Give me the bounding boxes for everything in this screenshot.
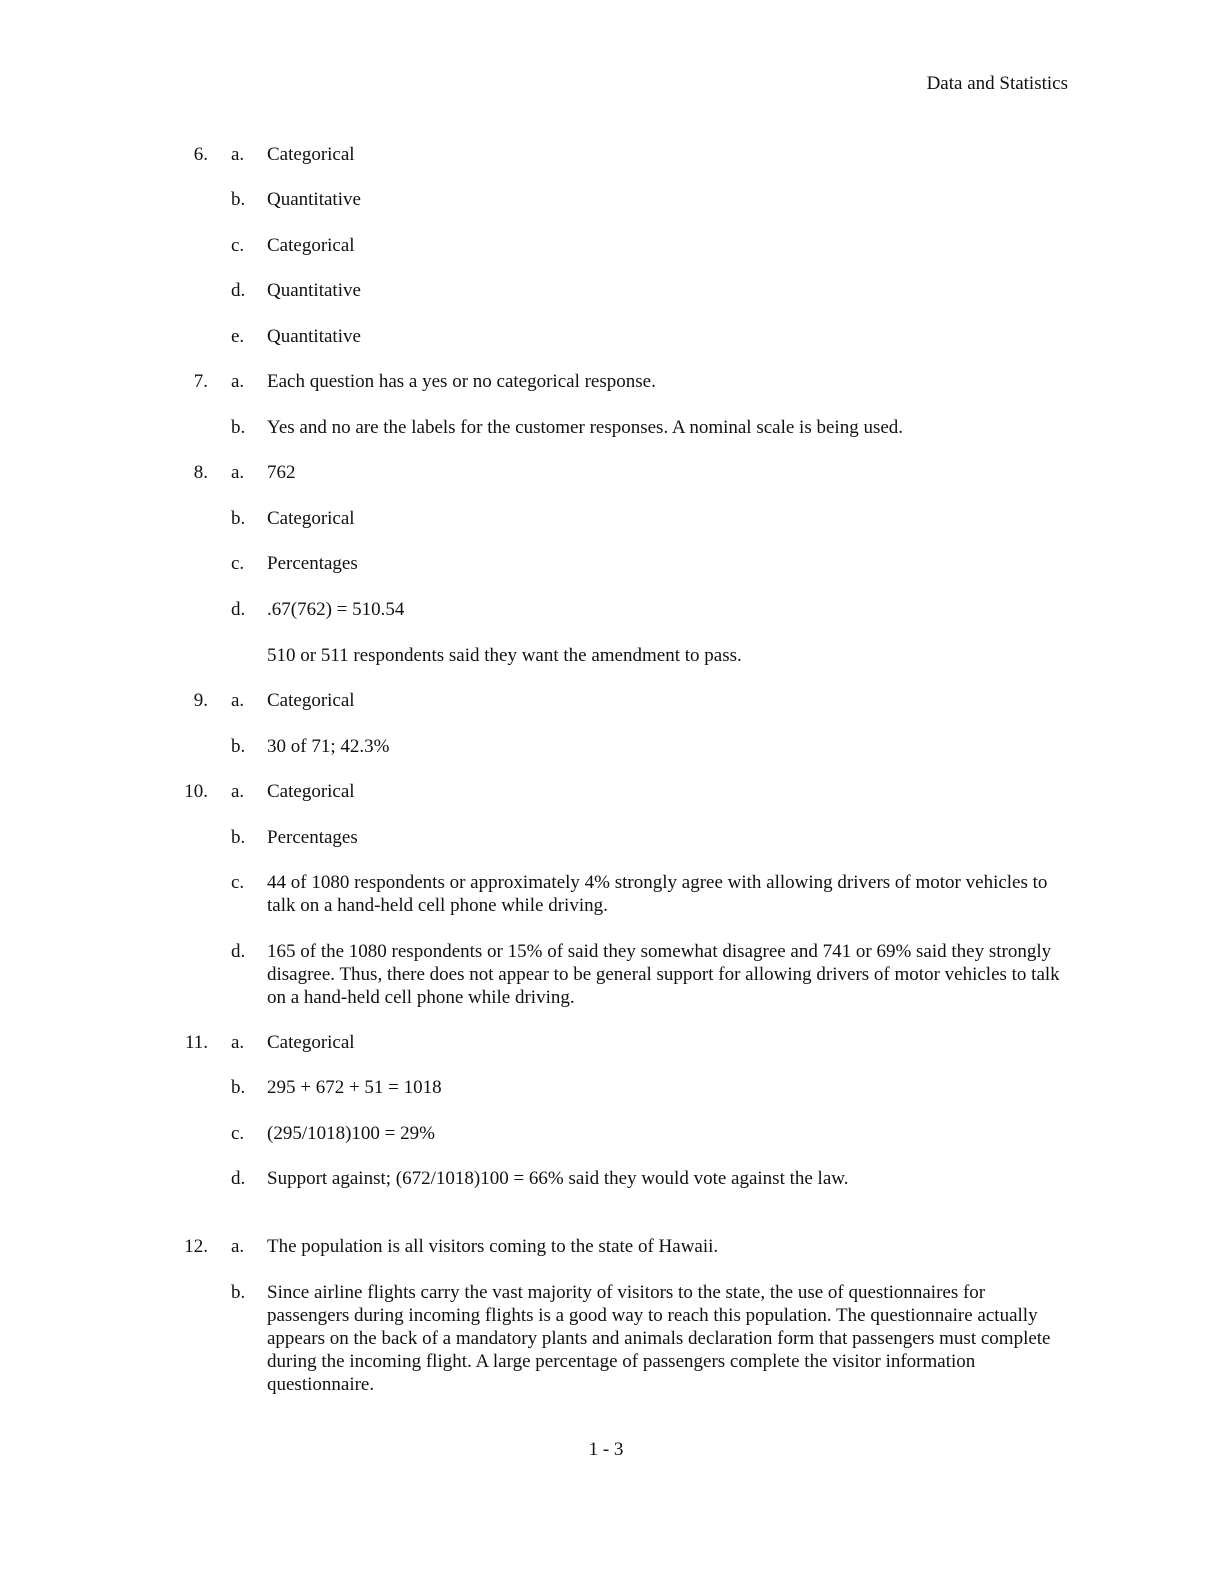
answer-text: 762 <box>267 462 296 483</box>
question-number: 6. <box>193 144 208 165</box>
answer-text: (295/1018)100 = 29% <box>267 1123 435 1144</box>
part-letter: d. <box>231 941 246 962</box>
part-letter: a. <box>231 1236 245 1257</box>
answer-text: Yes and no are the labels for the customer responses. A nominal scale is being used. <box>267 417 904 438</box>
question-number: 7. <box>193 371 208 392</box>
answer-text: 510 or 511 respondents said they want the amendment to pass. <box>267 645 742 666</box>
part-letter: c. <box>231 1123 245 1144</box>
answer-text: 295 + 672 + 51 = 1018 <box>267 1077 442 1098</box>
answer-text: Quantitative <box>267 189 361 210</box>
part-letter: a. <box>231 690 245 711</box>
answer-text: Categorical <box>267 235 355 256</box>
answer-text: Categorical <box>267 144 355 165</box>
part-letter: b. <box>231 417 246 438</box>
part-letter: a. <box>231 144 245 165</box>
part-letter: b. <box>231 827 246 848</box>
answer-text: Percentages <box>267 553 358 574</box>
question-number: 12. <box>184 1236 208 1257</box>
answer-text: Categorical <box>267 690 355 711</box>
part-letter: e. <box>231 326 245 347</box>
answer-text: Percentages <box>267 827 358 848</box>
part-letter: d. <box>231 599 246 620</box>
part-letter: b. <box>231 189 246 210</box>
running-header: Data and Statistics <box>926 73 1068 94</box>
answer-text: Since airline flights carry the vast majority of visitors to the state, the use of questionnaires for passengers during incoming flights is a good way to reach this population. The questionnaire actually appears on the back of a mandatory plants and animals declaration form that passengers must complete during the incoming flight. A large percentage of passengers complete the visitor information questionnaire. <box>267 1282 1051 1395</box>
answer-text: 30 of 71; 42.3% <box>267 736 390 757</box>
page-number: 1 - 3 <box>588 1439 624 1460</box>
answer-text: 44 of 1080 respondents or approximately 4% strongly agree with allowing drivers of motor vehicles to talk on a hand-held cell phone while driving. <box>267 872 1048 916</box>
part-letter: b. <box>231 736 246 757</box>
part-letter: c. <box>231 553 245 574</box>
part-letter: a. <box>231 462 245 483</box>
part-letter: c. <box>231 235 245 256</box>
part-letter: a. <box>231 781 245 802</box>
part-letter: a. <box>231 1032 245 1053</box>
answer-text: Categorical <box>267 781 355 802</box>
question-number: 11. <box>184 1032 208 1053</box>
answer-text: Support against; (672/1018)100 = 66% said they would vote against the law. <box>267 1168 849 1189</box>
part-letter: b. <box>231 508 246 529</box>
part-letter: d. <box>231 1168 246 1189</box>
part-letter: a. <box>231 371 245 392</box>
part-letter: b. <box>231 1077 246 1098</box>
answer-text: Each question has a yes or no categorical response. <box>267 371 656 392</box>
part-letter: b. <box>231 1282 246 1303</box>
question-number: 10. <box>184 781 208 802</box>
part-letter: d. <box>231 280 246 301</box>
answer-text: Quantitative <box>267 326 361 347</box>
answer-text: Categorical <box>267 508 355 529</box>
answer-text: Quantitative <box>267 280 361 301</box>
answer-text: 165 of the 1080 respondents or 15% of said they somewhat disagree and 741 or 69% said they strongly disagree. Thus, there does not appear to be general support for allowing drivers of motor vehicles to talk on a hand-held cell phone while driving. <box>267 941 1060 1008</box>
question-number: 9. <box>193 690 208 711</box>
answer-text: The population is all visitors coming to the state of Hawaii. <box>267 1236 719 1257</box>
part-letter: c. <box>231 872 245 893</box>
answer-text: .67(762) = 510.54 <box>267 599 405 620</box>
question-number: 8. <box>193 462 208 483</box>
answer-text: Categorical <box>267 1032 355 1053</box>
